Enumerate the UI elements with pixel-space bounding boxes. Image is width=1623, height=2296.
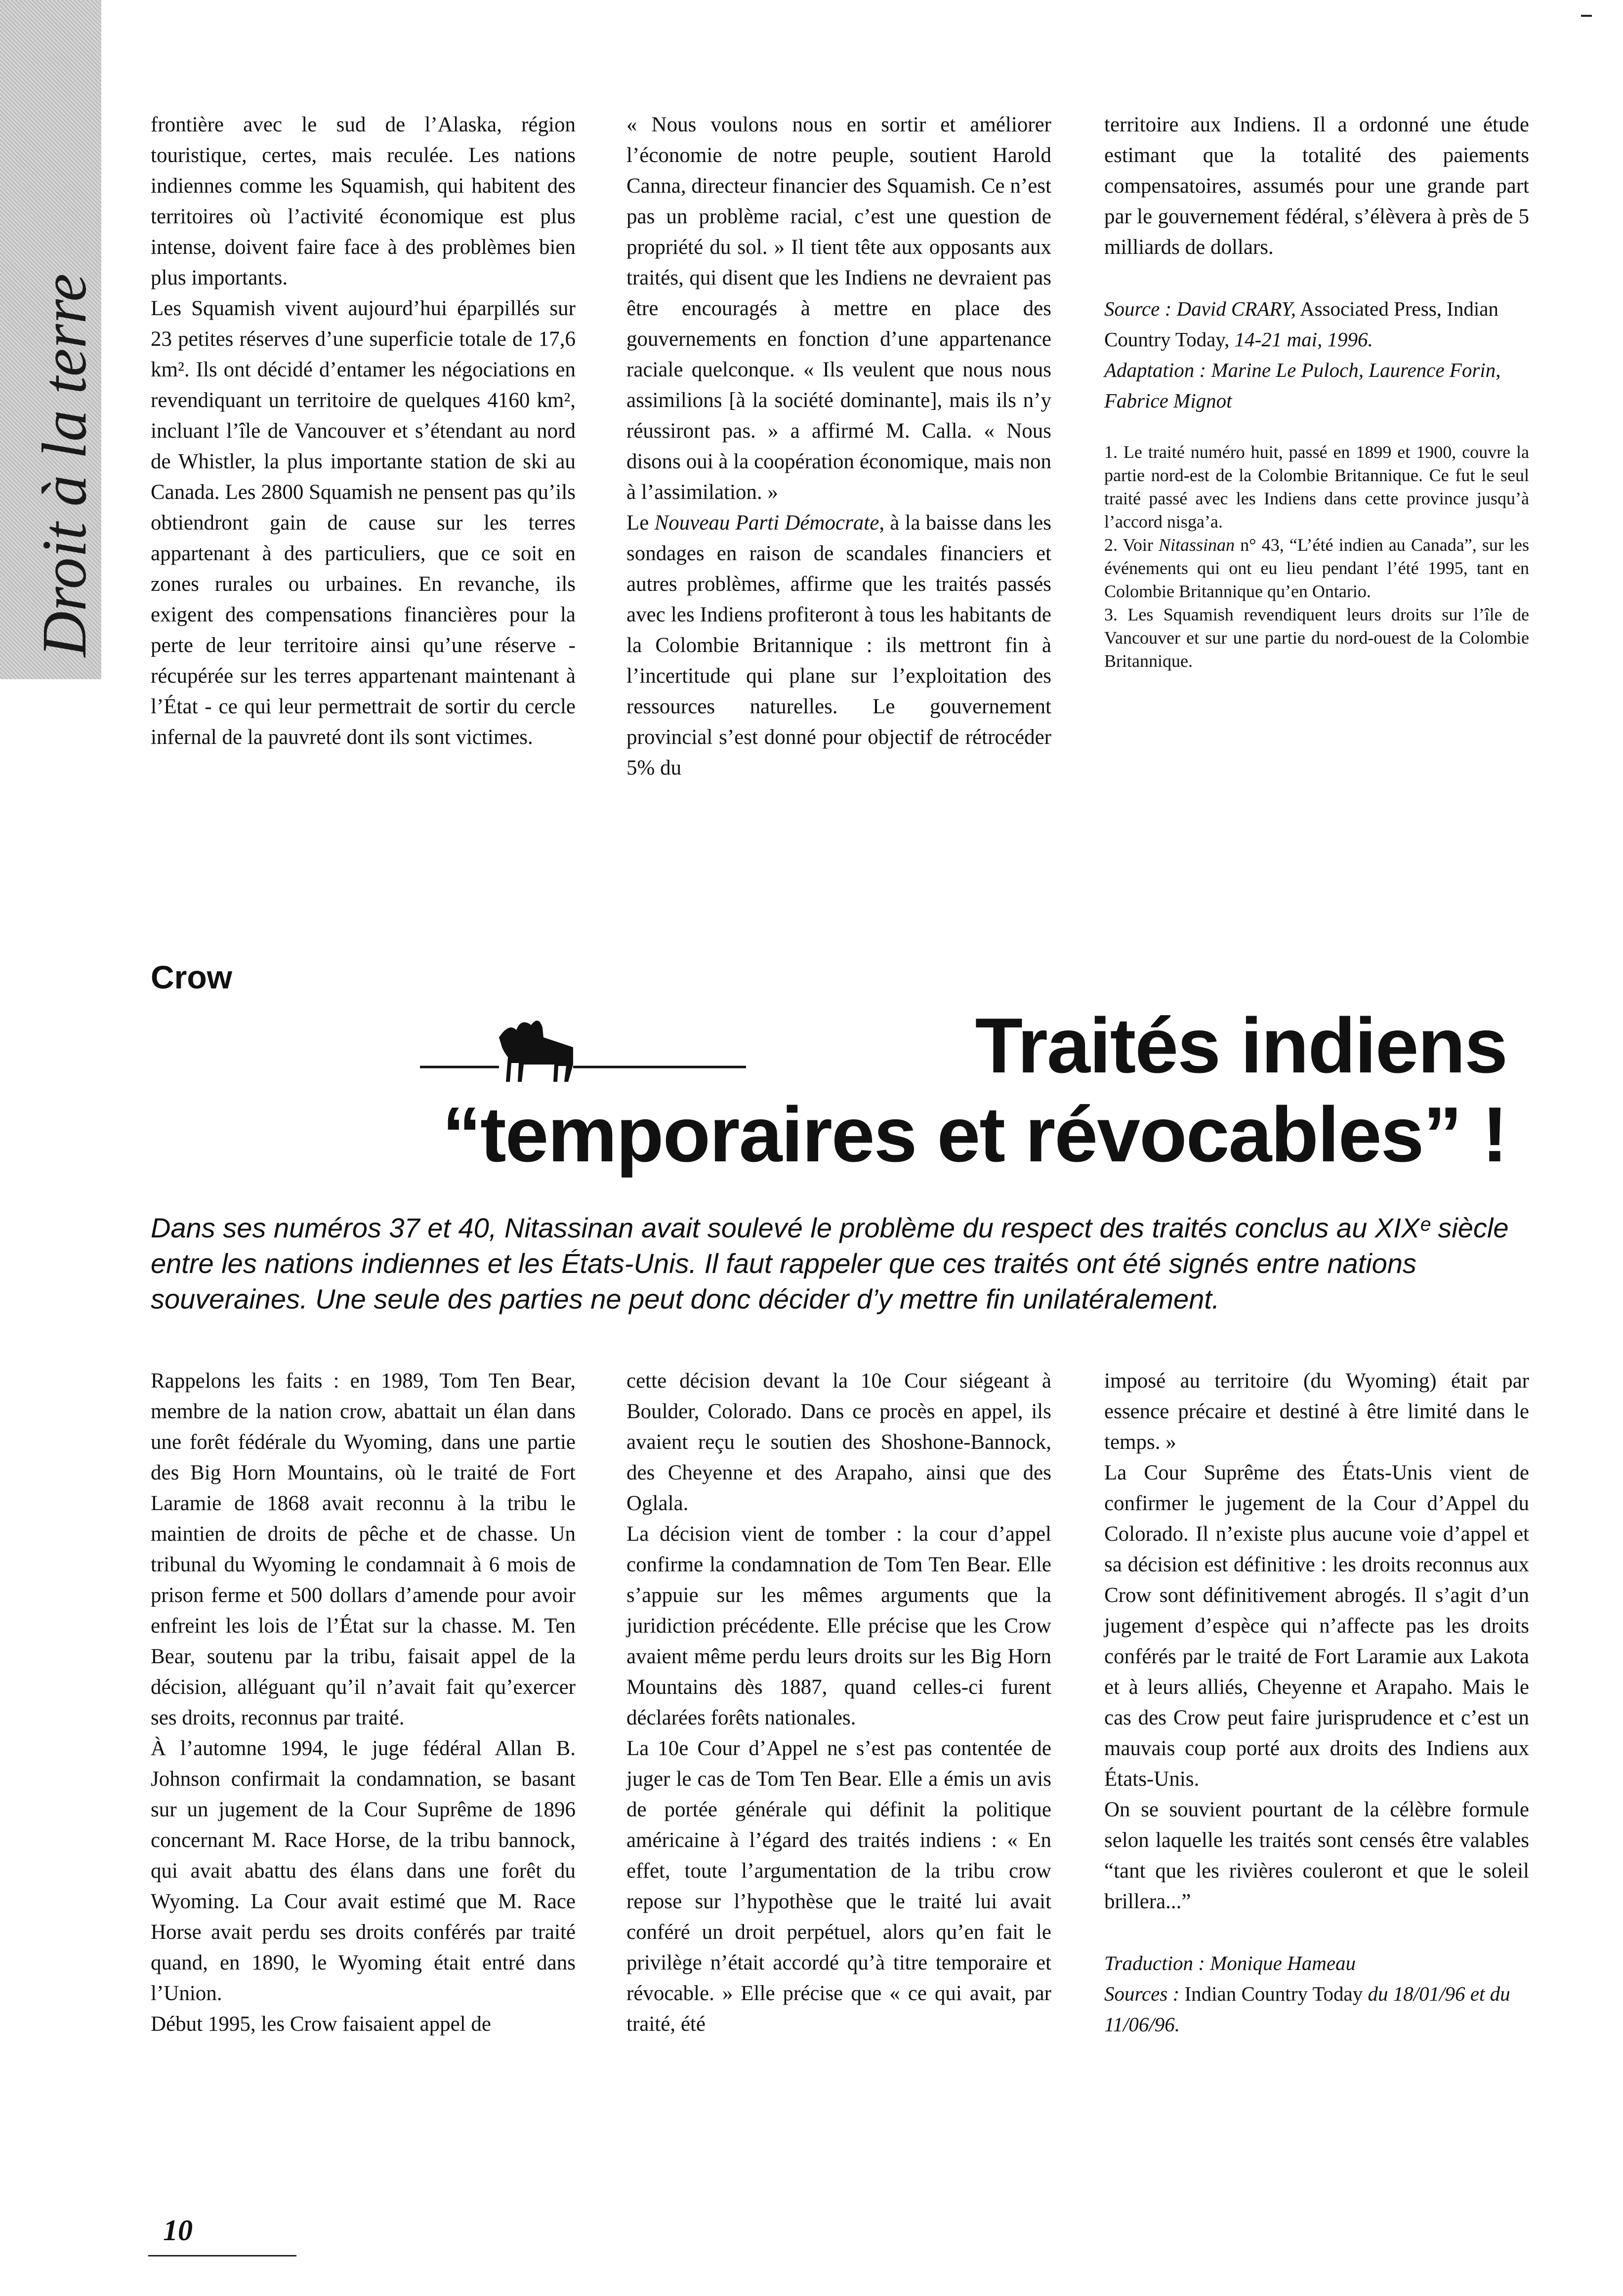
top-column-2 [626,110,1051,783]
paragraph: « Nous voulons nous en sortir et améliorer l’économie de notre peuple, soutient Harold Canna, directeur financier des Squamish. Ce n’est pas un problème racial, c’est une question de propriété du sol. » Il tient tête aux opposants aux traités, qui disent que les Indiens ne devraient pas être encouragés à mettre en place des gouvernements en fonction d’une appartenance raciale quelconque. « Ils veulent que nous nous assimilions [à la société dominante], mais ils n’y réussiront pas. » a affirmé M. Calla. « Nous disons oui à la coopération économique, mais non à l’assimilation. » [626,113,1051,504]
footnote: 3. Les Squamish revendiquent leurs droits sur l’île de Vancouver et sur une partie du nord-ouest de la Colombie Britannique. [1104,605,1529,671]
article-column-2 [626,1366,1051,2040]
page-number: 10 [163,2214,193,2247]
article-title-line-1: Traités indiens [975,1002,1507,1089]
article-title-line-2: “temporaires et révocables” ! [442,1091,1507,1178]
paragraph: frontière avec le sud de l’Alaska, région touristique, certes, mais reculée. Les nations indiennes comme les Squamish, qui habitent des territoires où l’activité économique est plus intense, doivent faire face à des problèmes bien plus importants. [151,113,576,289]
source-credit: Source : David CRARY, Associated Press, Indian Country Today, 14-21 mai, 1996. [1104,297,1498,351]
translation-credit: Traduction : Monique Hameau [1104,1952,1356,1974]
paragraph: À l’automne 1994, le juge fédéral Allan B. Johnson confirmait la condamnation, se basant sur un jugement de la Cour Suprême de 1896 concernant M. Race Horse, de la tribu bannock, qui avait abattu des élans dans une forêt du Wyoming. La Cour avait estimé que M. Race Horse avait perdu ses droits conférés par traité quand, en 1890, le Wyoming était entré dans l’Union. [151,1737,576,2005]
paragraph: Le Nouveau Parti Démocrate, à la baisse dans les sondages en raison de scandales financiers et autres problèmes, affirme que les traités passés avec les Indiens profiteront à tous les habitants de la Colombie Britannique : ils mettront fin à l’incertitude qui plane sur l’exploitation des ressources naturelles. Le gouvernement provincial s’est donné pour objectif de rétrocéder 5% du [626,511,1051,779]
paragraph: Début 1995, les Crow faisaient appel de [151,2012,492,2036]
paragraph: La 10e Cour d’Appel ne s’est pas contentée de juger le cas de Tom Ten Bear. Elle a émis un avis de portée générale qui définit la politique américaine à l’égard des traités indiens : « En effet, toute l’argumentation de la tribu crow repose sur l’hypothèse que le traité lui avait conféré un droit perpétuel, alors qu’en fait le privilège n’était accordé qu’à titre temporaire et révocable. » Elle précise que « ce qui avait, par traité, été [626,1737,1051,2036]
moose-illustration [410,1003,756,1102]
edge-mark [1581,15,1592,17]
top-column-3 [1104,110,1529,673]
section-sidebar [0,0,101,679]
article-column-1 [151,1366,576,2040]
paragraph: imposé au territoire (du Wyoming) était par essence précaire et destiné à être limité dans le temps. » [1104,1369,1529,1454]
paragraph: Les Squamish vivent aujourd’hui éparpillés sur 23 petites réserves d’une superficie totale de 17,6 km². Ils ont décidé d’entamer les négociations en revendiquant un territoire de quelques 4160 km², incluant l’île de Vancouver et s’étendant au nord de Whistler, la plus importante station de ski au Canada. Les 2800 Squamish ne pensent pas qu’ils obtiendront gain de cause sur les terres appartenant à des particuliers, que ce soit en zones rurales ou urbaines. En revanche, ils exigent des compensations financières pour la perte de leur territoire ainsi qu’une réserve - récupérée sur les terres appartenant maintenant à l’État - ce qui leur permettrait de sortir du cercle infernal de la pauvreté dont ils sont victimes. [151,297,576,749]
sources-credit: Sources : Indian Country Today du 18/01/96 et du 11/06/96. [1104,1982,1510,2036]
footnote: 2. Voir Nitassinan n° 43, “L’été indien au Canada”, sur les événements qui ont eu lieu pendant l’été 1995, tant en Colombie Britannique qu’en Ontario. [1104,535,1530,601]
sidebar-label: Droit à la terre [29,273,99,657]
footnotes [1104,441,1529,673]
moose-icon [499,1021,573,1082]
paragraph: La décision vient de tomber : la cour d’appel confirme la condamnation de Tom Ten Bear. Elle s’appuie sur les mêmes arguments que la juridiction précédente. Elle précise que les Crow avaient même perdu leurs droits sur les Big Horn Mountains dès 1887, quand celles-ci furent déclarées forêts nationales. [626,1522,1051,1729]
adaptation-credit: Adaptation : Marine Le Puloch, Laurence Forin, Fabrice Mignot [1104,359,1501,412]
article-lead: Dans ses numéros 37 et 40, Nitassinan avait soulevé le problème du respect des traités conclus au XIXᵉ siècle entre les nations indiennes et les États-Unis. Il faut rappeler que ces traités ont été signés entre nations souveraines. Une seule des parties ne peut donc décider d’y mettre fin unilatéralement. [151,1212,1509,1314]
paragraph: Rappelons les faits : en 1989, Tom Ten Bear, membre de la nation crow, abattait un élan dans une forêt fédérale du Wyoming, dans une partie des Big Horn Mountains, où le traité de Fort Laramie de 1868 avait reconnu à la tribu le maintien de droits de pêche et de chasse. Un tribunal du Wyoming le condamnait à 6 mois de prison ferme et 500 dollars d’amende pour avoir enfreint les lois de l’État sur la chasse. M. Ten Bear, soutenu par la tribu, faisait appel de la décision, alléguant qu’il n’avait fait qu’exercer ses droits, reconnus par traité. [151,1369,576,1729]
paragraph: territoire aux Indiens. Il a ordonné une étude estimant que la totalité des paiements compensatoires, assumés pour une grande part par le gouvernement fédéral, s’élèvera à près de 5 milliards de dollars. [1104,113,1529,259]
paragraph: cette décision devant la 10e Cour siégeant à Boulder, Colorado. Dans ce procès en appel, ils avaient reçu le soutien des Shoshone-Bannock, des Cheyenne et des Arapaho, ainsi que des Oglala. [626,1369,1051,1515]
top-column-1 [151,110,576,753]
section-label: Crow [151,959,232,995]
article-column-3 [1104,1366,1529,2040]
paragraph: On se souvient pourtant de la célèbre formule selon laquelle les traités sont censés être valables “tant que les rivières couleront et que le soleil brillera...” [1104,1798,1529,1913]
footnote: 1. Le traité numéro huit, passé en 1899 et 1900, couvre la partie nord-est de la Colombie Britannique. Ce fut le seul traité passé avec les Indiens dans cette province jusqu’à l’accord nisga’a. [1104,442,1529,532]
page-rule [148,2255,296,2256]
paragraph: La Cour Suprême des États-Unis vient de confirmer le jugement de la Cour d’Appel du Colorado. Il n’existe plus aucune voie d’appel et sa décision est définitive : les droits reconnus aux Crow sont définitivement abrogés. Il s’agit d’un jugement d’espèce qui n’affecte pas les droits conférés par le traité de Fort Laramie aux Lakota et à leurs alliés, Cheyenne et Arapaho. Mais le cas des Crow peut faire jurisprudence et c’est un mauvais coup porté aux droits des Indiens aux États-Unis. [1104,1461,1529,1791]
